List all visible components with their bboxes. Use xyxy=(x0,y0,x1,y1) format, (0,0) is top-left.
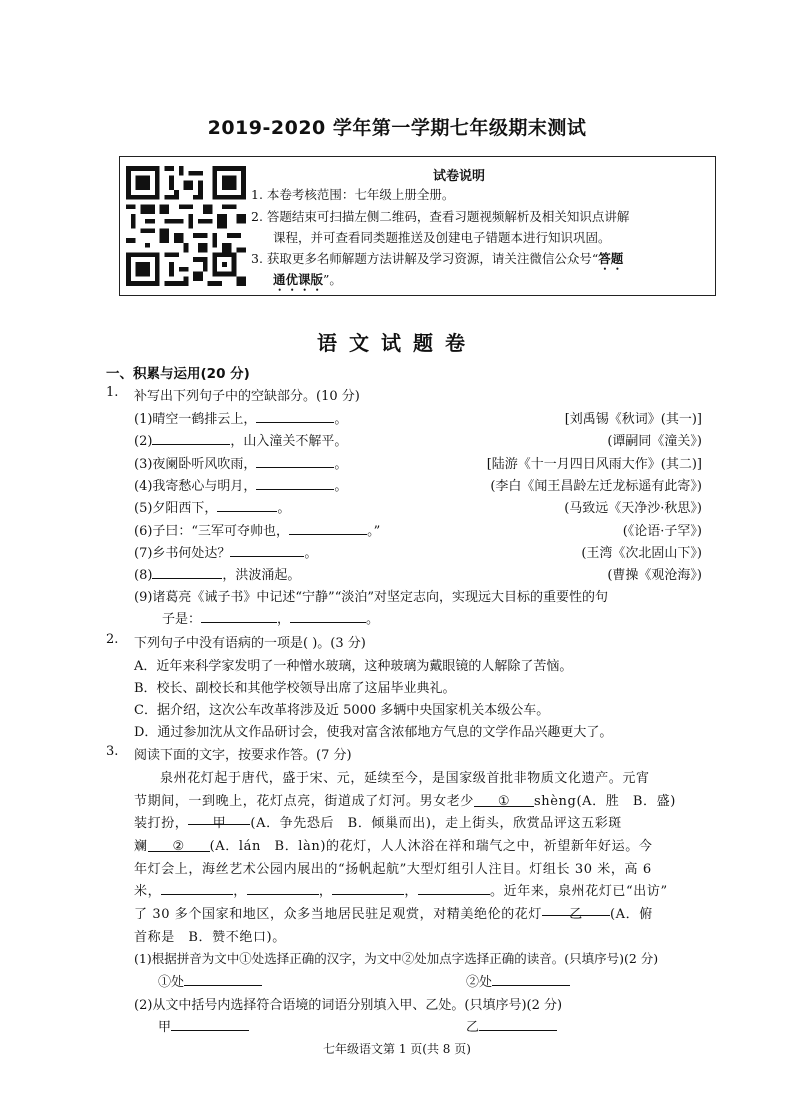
answer-blank[interactable] xyxy=(290,610,366,623)
subject-title: 语文试题卷 xyxy=(317,331,477,355)
q1-item: (6)子曰：“三军可夺帅也， 。” xyxy=(134,523,381,539)
q2-option-d[interactable]: D．通过参加沈从文作品研讨会，使我对富含浓郁地方气息的文学作品兴趣更大了。 xyxy=(134,725,613,740)
notice-line-3: 3. 获取更多名师解题方法讲解及学习资源，请关注微信公众号“答题 xyxy=(251,251,624,266)
answer-blank[interactable] xyxy=(171,1018,249,1031)
q2-option-b[interactable]: B．校长、副校长和其他学校领导出席了这届毕业典礼。 xyxy=(134,681,456,696)
passage-line: 泉州花灯起于唐代，盛于宋、元，延续至今，是国家级首批非物质文化遗产。元宵 xyxy=(160,771,650,786)
q1-item-source: (谭嗣同《潼关》) xyxy=(607,434,702,450)
q1-item-9a: (9)诸葛亮《诫子书》中记述“宁静”“淡泊”对坚定志向，实现远大目标的重要性的句 xyxy=(134,590,608,605)
answer-blank[interactable] xyxy=(256,455,334,468)
q1-item-source: [陆游《十一月四日风雨大作》(其二)] xyxy=(486,456,702,472)
q1-item-source: (王湾《次北固山下》) xyxy=(581,545,702,561)
answer-blank[interactable] xyxy=(479,1018,557,1031)
passage-line: 装打扮， 甲 (A．争先恐后 B．倾巢而出)，走上街头，欣赏品评这五彩斑 xyxy=(134,812,622,831)
section-heading: 一、积累与运用(20 分) xyxy=(106,366,250,382)
answer-blank[interactable] xyxy=(332,882,404,895)
answer-blank[interactable] xyxy=(247,882,319,895)
q3-answer-jia: 甲 xyxy=(158,1016,249,1035)
blank-mark-2[interactable]: ② xyxy=(148,839,210,852)
q3-subquestion-1: (1)根据拼音为文中①处选择正确的汉字，为文中②处加点字选择正确的读音。(只填序号)(2 分) xyxy=(134,951,659,966)
q2-stem: 下列句子中没有语病的一项是( )。(3 分) xyxy=(134,636,366,651)
answer-blank[interactable] xyxy=(289,522,367,535)
q1-item: (2) ，山入潼关不解平。 xyxy=(134,434,348,450)
notice-line-2b: 课程，并可查看同类题推送及创建电子错题本进行知识巩固。 xyxy=(273,230,611,245)
page-footer: 七年级语文第 1 页(共 8 页) xyxy=(323,1042,471,1056)
q1-item-source: (《论语·子罕》) xyxy=(622,523,702,539)
answer-blank[interactable] xyxy=(217,499,277,512)
q2-number: 2. xyxy=(106,632,119,647)
q1-item: (8) ，洪波涌起。 xyxy=(134,568,301,584)
q1-item-source: (李白《闻王昌龄左迁龙标遥有此寄》) xyxy=(490,478,702,494)
wechat-account-part1: 答题 xyxy=(598,251,624,266)
passage-line: 节期间，一到晚上，花灯点亮，街道成了灯河。男女老少 ① shèng(A．胜 B．盛) xyxy=(134,794,676,809)
blank-mark-yi[interactable]: 乙 xyxy=(542,903,610,916)
qr-code-icon[interactable] xyxy=(126,166,246,286)
q1-number: 1. xyxy=(106,385,119,400)
answer-blank[interactable] xyxy=(152,566,222,579)
q1-item-9b: 子是： ， 。 xyxy=(162,612,380,627)
answer-blank[interactable] xyxy=(201,610,277,623)
q1-item-source: [刘禹锡《秋词》(其一)] xyxy=(564,412,702,427)
q1-item: (3)夜阑卧听风吹雨， 。 xyxy=(134,456,348,472)
passage-line: 了 30 多个国家和地区，众多当地居民驻足观赏，对精美绝伦的花灯 乙 (A．俯 xyxy=(134,903,653,922)
notice-line-3b: 通优课版”。 xyxy=(273,272,342,287)
blank-mark-jia[interactable]: 甲 xyxy=(188,812,250,825)
q1-item: (5)夕阳西下， 。 xyxy=(134,501,291,517)
q3-answer-2: ②处 xyxy=(466,971,570,990)
answer-blank[interactable] xyxy=(152,432,230,445)
q3-stem: 阅读下面的文字，按要求作答。(7 分) xyxy=(134,748,352,763)
q3-answer-yi: 乙 xyxy=(466,1016,557,1035)
q1-item: (7)乡书何处达？ 。 xyxy=(134,545,318,561)
notice-line-2: 2. 答题结束可扫描左侧二维码，查看习题视频解析及相关知识点讲解 xyxy=(251,209,630,224)
q1-item-source: (曹操《观沧海》) xyxy=(607,568,702,584)
answer-blank[interactable] xyxy=(492,973,570,986)
answer-blank[interactable] xyxy=(256,477,334,490)
answer-blank[interactable] xyxy=(161,882,233,895)
passage-line: 米， ， ， ， 。近年来，泉州花灯已“出访” xyxy=(134,884,668,899)
q3-number: 3. xyxy=(106,744,119,759)
q2-option-c[interactable]: C．据介绍，这次公车改革将涉及近 5000 多辆中央国家机关本级公车。 xyxy=(134,703,550,718)
answer-blank[interactable] xyxy=(184,973,262,986)
answer-blank[interactable] xyxy=(418,882,490,895)
notice-heading: 试卷说明 xyxy=(433,169,486,184)
wechat-account-part2: 通优课版 xyxy=(273,272,324,287)
passage-line: 首称是 B．赞不绝口)。 xyxy=(134,930,286,945)
exam-notice-box xyxy=(119,156,716,296)
q2-option-a[interactable]: A．近年来科学家发明了一种憎水玻璃，这种玻璃为戴眼镜的人解除了苦恼。 xyxy=(134,659,573,674)
q1-stem: 补写出下列句子中的空缺部分。(10 分) xyxy=(134,389,360,404)
passage-line: 斓 ② (A．lán B．làn)的花灯，人人沐浴在祥和瑞气之中，祈望新年好运。今 xyxy=(134,839,653,854)
blank-mark-1[interactable]: ① xyxy=(474,794,534,807)
q3-subquestion-2: (2)从文中括号内选择符合语境的词语分别填入甲、乙处。(只填序号)(2 分) xyxy=(134,998,563,1013)
answer-blank[interactable] xyxy=(230,544,304,557)
q3-answer-1: ①处 xyxy=(158,971,262,990)
passage-line: 年灯会上，海丝艺术公园内展出的“扬帆起航”大型灯组引人注目。灯组长 30 米，高 6 xyxy=(134,862,652,877)
answer-blank[interactable] xyxy=(256,410,334,423)
q1-item: (1)晴空一鹤排云上， 。 xyxy=(134,412,348,427)
exam-title: 2019-2020 学年第一学期七年级期末测试 xyxy=(207,117,587,139)
notice-line-1: 1. 本卷考核范围：七年级上册全册。 xyxy=(251,187,455,202)
q1-item: (4)我寄愁心与明月， 。 xyxy=(134,478,348,494)
q1-item-source: (马致远《天净沙·秋思》) xyxy=(564,501,702,517)
